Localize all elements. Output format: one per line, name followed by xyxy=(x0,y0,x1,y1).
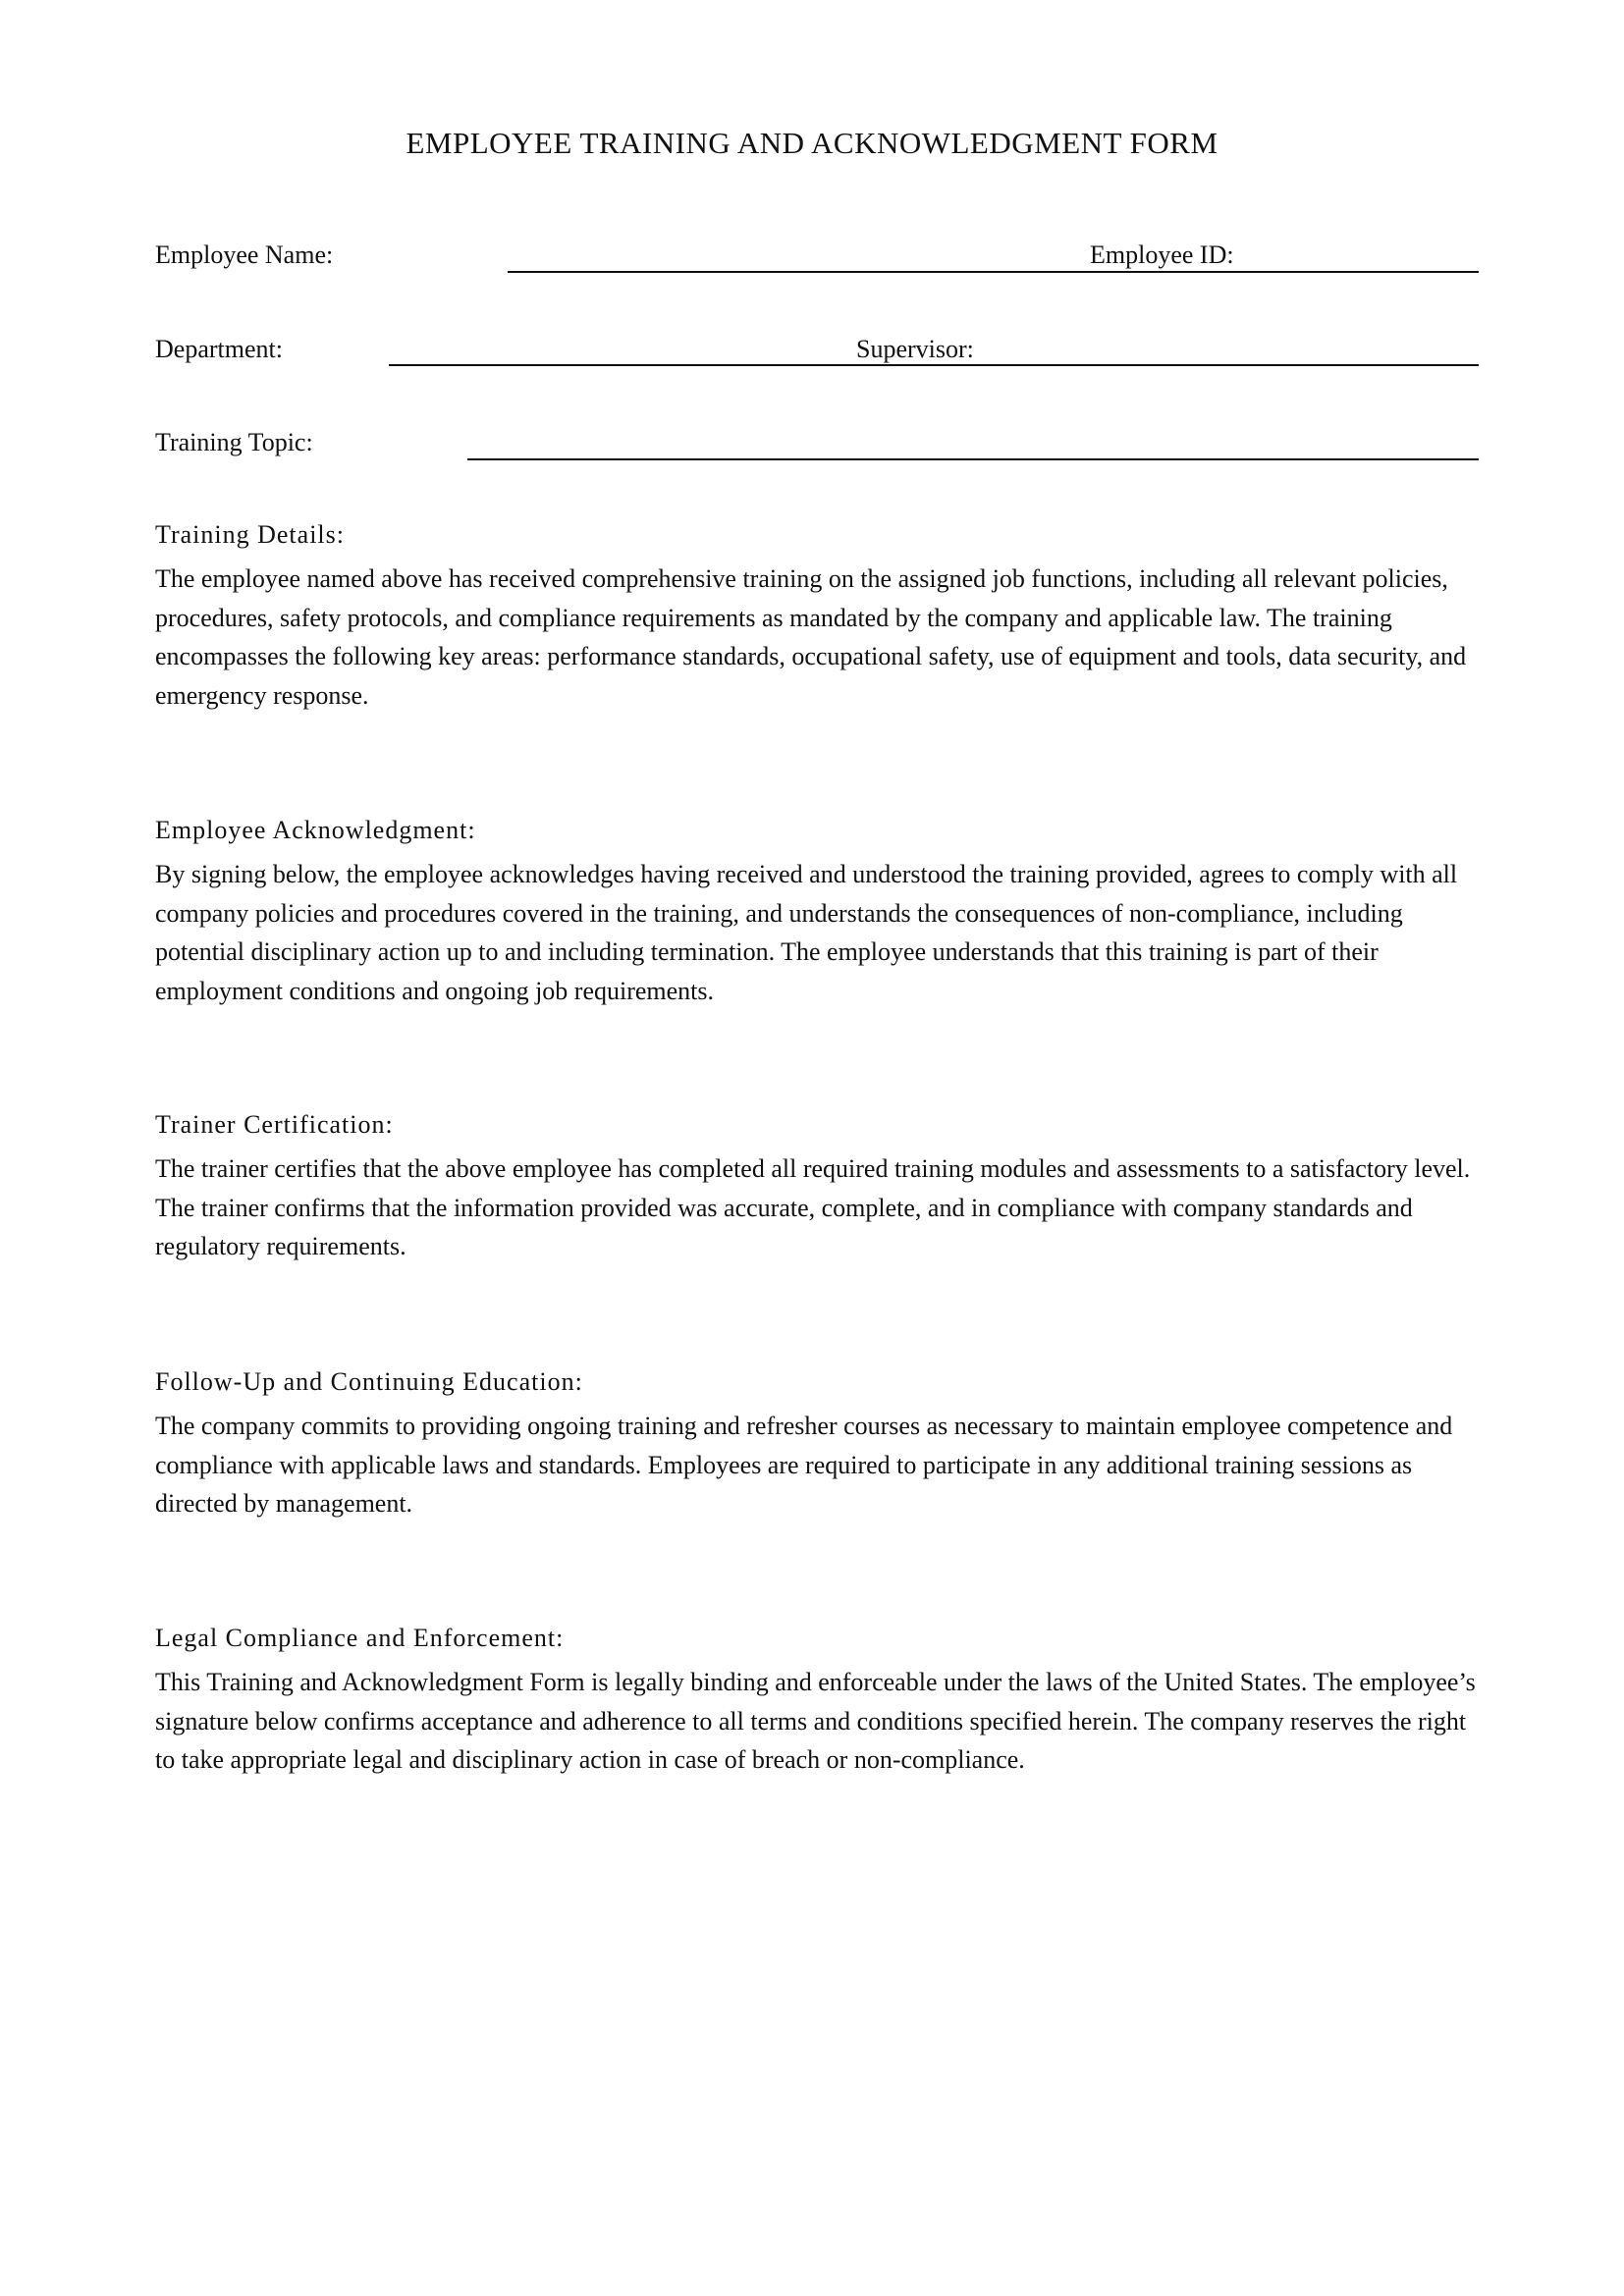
section-heading: Follow-Up and Continuing Education: xyxy=(155,1367,583,1396)
section-body: By signing below, the employee acknowledges having received and understood the training provided, agrees to comply with all company policies and procedures covered in the training, and understands the consequences of non-compliance, including potential disciplinary action up to and including termination. The employee understands that this training is part of their employment conditions and ongoing job requirements. xyxy=(155,860,1458,1005)
training-topic-label: Training Topic: xyxy=(155,428,313,456)
section-body: This Training and Acknowledgment Form is legally binding and enforceable under the laws of the United States. The employee’s signature below confirms acceptance and adherence to all terms and conditions specified herein. The company reserves the right to take appropriate legal and disciplinary action in case of breach or non-compliance. xyxy=(155,1668,1476,1774)
section-trainer-certification xyxy=(155,1108,1490,1266)
section-heading: Legal Compliance and Enforcement: xyxy=(155,1624,565,1652)
employee-name-label: Employee Name: xyxy=(155,240,334,269)
section-follow-up xyxy=(155,1365,1490,1523)
section-body: The company commits to providing ongoing training and refresher courses as necessary to maintain employee competence and compliance with applicable laws and standards. Employees are required to participate in any additional training sessions as directed by management. xyxy=(155,1412,1453,1518)
section-employee-acknowledgment xyxy=(155,814,1490,1010)
section-heading: Employee Acknowledgment: xyxy=(155,816,476,844)
supervisor-label: Supervisor: xyxy=(856,335,974,363)
section-heading: Training Details: xyxy=(155,520,345,549)
employee-name-field[interactable] xyxy=(508,271,1479,273)
section-body: The trainer certifies that the above employee has completed all required training modules and assessments to a satisfactory level. The trainer confirms that the information provided was accurate, complete, and in compliance with company standards and regulatory requirements. xyxy=(155,1154,1471,1260)
training-topic-field[interactable] xyxy=(467,458,1479,460)
section-training-details xyxy=(155,518,1490,715)
form-title: EMPLOYEE TRAINING AND ACKNOWLEDGMENT FORM xyxy=(406,126,1218,160)
employee-id-label: Employee ID: xyxy=(1090,240,1234,269)
department-label: Department: xyxy=(155,335,283,363)
section-heading: Trainer Certification: xyxy=(155,1110,394,1139)
section-body: The employee named above has received comprehensive training on the assigned job functions, including all relevant policies, procedures, safety protocols, and compliance requirements as mandated by the company and applicable law. The training encompasses the following key areas: performance standards, occupational safety, use of equipment and tools, data security, and emergency response. xyxy=(155,564,1467,710)
section-legal-compliance xyxy=(155,1622,1490,1780)
